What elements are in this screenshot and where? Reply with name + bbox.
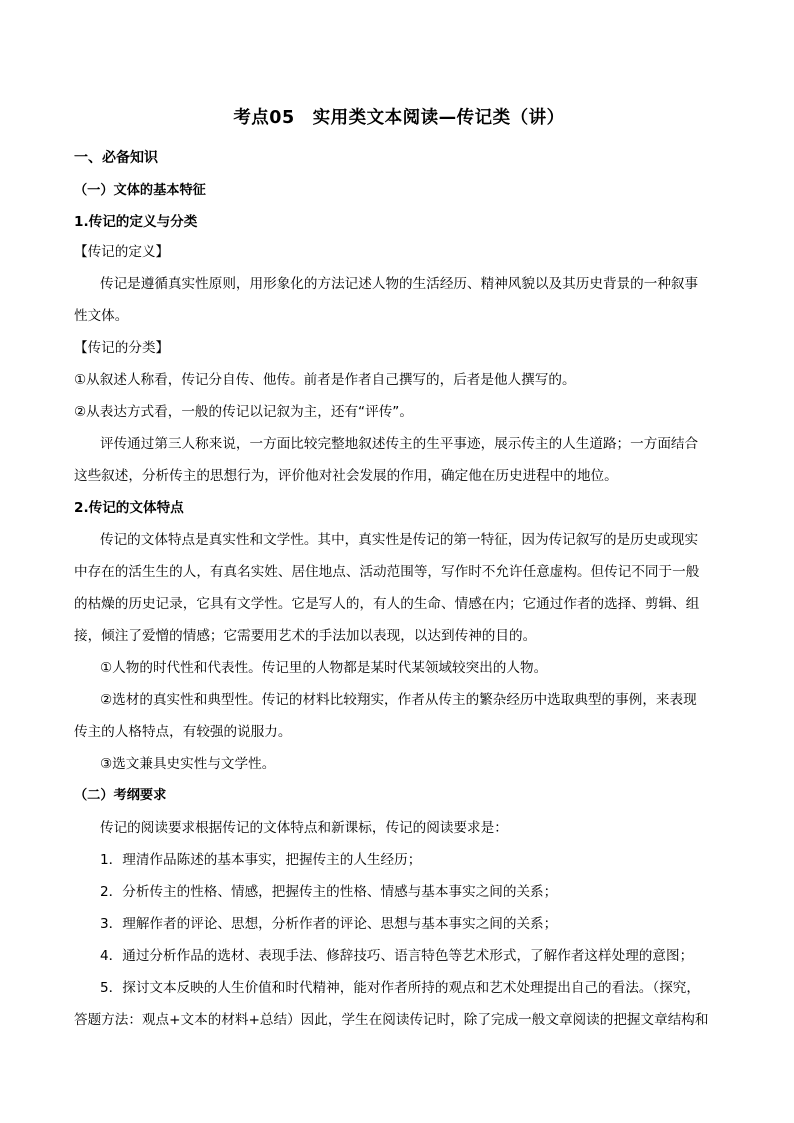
paragraph-pingzhuan-line1: 评传通过第三人称来说，一方面比较完整地叙述传主的生平事迹，展示传主的人生道路；一方面结合: [100, 436, 699, 452]
requirement-item-5-line2: 答题方法：观点+文本的材料+总结）因此，学生在阅读传记时，除了完成一般文章阅读的把握文章结构和: [74, 1012, 709, 1028]
heading-stylistic-features: 2.传记的文体特点: [74, 500, 184, 516]
paragraph-features-line4: 接，倾注了爱憎的情感；它需要用艺术的手法加以表现，以达到传神的目的。: [74, 628, 537, 644]
label-definition: 【传记的定义】: [74, 244, 170, 260]
requirement-item-3: 3．理解作者的评论、思想，分析作者的评论、思想与基本事实之间的关系；: [100, 916, 558, 932]
feature-item-1: ①人物的时代性和代表性。传记里的人物都是某时代某领域较突出的人物。: [100, 660, 548, 676]
paragraph-pingzhuan-line2: 这些叙述，分析传主的思想行为，评价他对社会发展的作用，确定他在历史进程中的地位。: [74, 468, 618, 484]
requirement-item-1: 1．理清作品陈述的基本事实，把握传主的人生经历；: [100, 852, 422, 868]
label-classification: 【传记的分类】: [74, 340, 170, 356]
requirement-item-2: 2．分析传主的性格、情感，把握传主的性格、情感与基本事实之间的关系；: [100, 884, 558, 900]
paragraph-features-line1: 传记的文体特点是真实性和文学性。其中，真实性是传记的第一特征，因为传记叙写的是历史或现实: [100, 532, 699, 548]
classification-item-2: ②从表达方式看，一般的传记以记叙为主，还有“评传”。: [74, 404, 413, 420]
paragraph-features-line3: 的枯燥的历史记录，它具有文学性。它是写人的，有人的生命、情感在内；它通过作者的选择、剪辑、组: [74, 596, 700, 612]
requirement-item-5-line1: 5．探讨文本反映的人生价值和时代精神，能对作者所持的观点和艺术处理提出自己的看法。（探究，: [100, 980, 700, 996]
classification-item-1: ①从叙述人称看，传记分自传、他传。前者是作者自己撰写的，后者是他人撰写的。: [74, 372, 576, 388]
feature-item-3: ③选文兼具史实性与文学性。: [100, 756, 276, 772]
paragraph-definition-line1: 传记是遵循真实性原则，用形象化的方法记述人物的生活经历、精神风貌以及其历史背景的一种叙事: [100, 276, 699, 292]
feature-item-2-line1: ②选材的真实性和典型性。传记的材料比较翔实，作者从传主的繁杂经历中选取典型的事例，来表现: [100, 692, 697, 708]
paragraph-definition-line2: 性文体。: [74, 308, 129, 324]
subsection-heading-requirements: （二）考纲要求: [74, 788, 167, 803]
requirements-intro: 传记的阅读要求根据传记的文体特点和新课标，传记的阅读要求是：: [100, 820, 508, 836]
subsection-heading-features: （一）文体的基本特征: [74, 183, 206, 198]
paragraph-features-line2: 中存在的活生生的人，有真名实姓、居住地点、活动范围等，写作时不允许任意虚构。但传记不同于一般: [74, 564, 700, 580]
heading-definition-classification: 1.传记的定义与分类: [74, 214, 198, 230]
feature-item-2-line2: 传主的人格特点，有较强的说服力。: [74, 724, 292, 740]
page-title: 考点05 实用类文本阅读—传记类（讲）: [233, 108, 565, 128]
section-heading-required-knowledge: 一、必备知识: [74, 150, 158, 166]
requirement-item-4: 4．通过分析作品的选材、表现手法、修辞技巧、语言特色等艺术形式，了解作者这样处理的意图；: [100, 948, 694, 964]
